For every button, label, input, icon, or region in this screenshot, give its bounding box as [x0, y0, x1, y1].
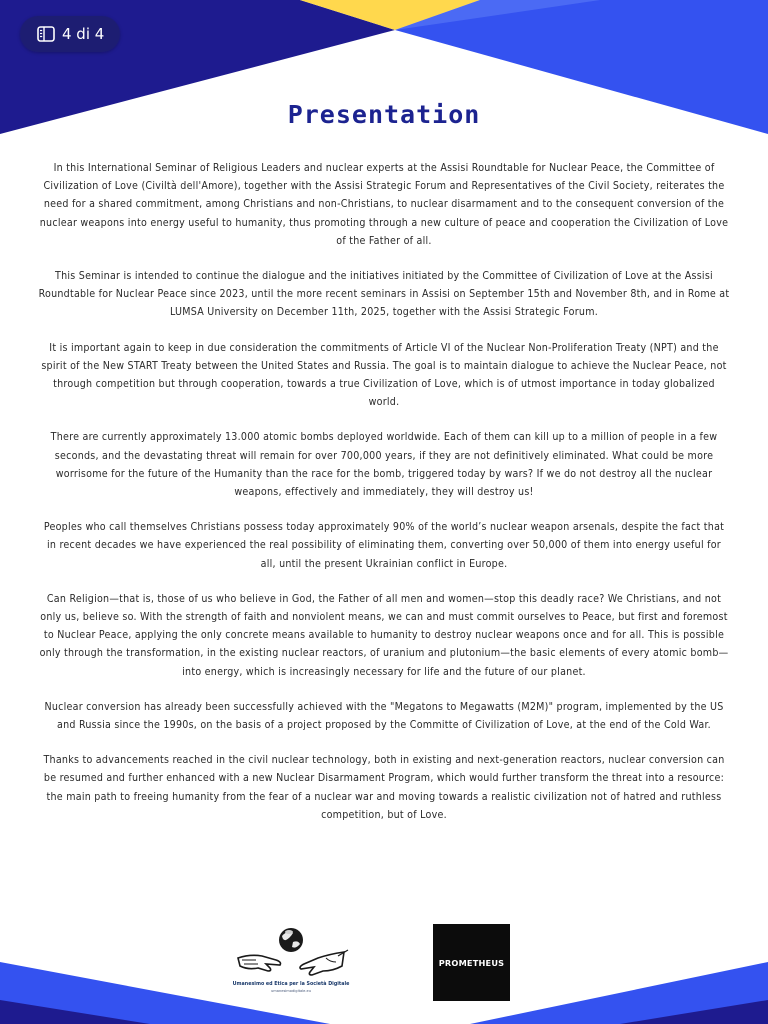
umanesimo-logo-url: umanesimodigitale.eu — [270, 989, 312, 993]
paragraph-1: In this International Seminar of Religious Leaders and nuclear experts at the Assisi Roundtable for Nuclear Peace, the Committee of Civilization of Love (Civiltà dell'Amore), together with the Assisi Strategic Forum and Representatives of the Civil Society, reiterates the need for a shared commitment, among Christians and non-Christians, to nuclear disarmament and to the consequent conversion of the nuclear weapons into energy useful to humanity, thus promoting through a new culture of peace and cooperation the Civilization of Love of the Father of all. — [39, 162, 729, 247]
paragraph-6: Can Religion—that is, those of us who believe in God, the Father of all men and women—stop this deadly race? We Christians, and not only us, believe so. With the strength of faith and nonviolent means, we can and must commit ourselves to Peace, but first and foremost to Nuclear Peace, applying the only concrete means available to humanity to destroy nuclear weapons once and for all. This is possible only through the transformation, in the existing nuclear reactors, of uranium and plutonium—the basic elements of every atomic bomb—into energy, which is increasingly necessary for life and the future of our planet. — [39, 592, 729, 678]
page-title: Presentation — [287, 100, 481, 129]
paragraph-5: Peoples who call themselves Christians possess today approximately 90% of the world’s nuclear weapon arsenals, despite the fact that in recent decades we have experienced the real possibility of eliminating them, converting over 50,000 of them into energy useful for all, until the present Ukrainian conflict in Europe. — [43, 521, 725, 570]
paragraph-8: Thanks to advancements reached in the civil nuclear technology, both in existing and next-generation reactors, nuclear conversion can be resumed and further enhanced with a new Nuclear Disarmament Program, which would further transform the threat into a resource: the main path to freeing humanity from the fear of a nuclear war and moving towards a realistic civilization not of hatred and ruthless competition, but of Love. — [43, 754, 725, 821]
umanesimo-logo — [230, 920, 352, 1010]
document-body — [38, 159, 730, 841]
umanesimo-logo-caption: Umanesimo ed Etica per la Società Digitale — [232, 982, 350, 987]
prometheus-logo — [433, 924, 510, 1001]
paragraph-4: There are currently approximately 13.000 atomic bombs deployed worldwide. Each of them can kill up to a million of people in a few seconds, and the devastating threat will remain for over 700,000 years, if they are not definitively eliminated. What could be more worrisome for the future of the Humanity than the race for the bomb, triggered today by wars? If we do not destroy all the nuclear weapons, effectively and immediately, they will destroy us! — [50, 431, 718, 499]
paragraph-3: It is important again to keep in due consideration the commitments of Article VI of the Nuclear Non-Proliferation Treaty (NPT) and the spirit of the New START Treaty between the United States and Russia. The goal is to maintain dialogue to achieve the Nuclear Peace, not through competition but through cooperation, towards a true Civilization of Love, which is of utmost importance in today globalized world. — [41, 341, 727, 409]
prometheus-logo-text: PROMETHEUS — [438, 957, 505, 968]
page-indicator-badge[interactable] — [20, 16, 120, 52]
paragraph-2: This Seminar is intended to continue the dialogue and the initiatives initiated by the Committee of Civilization of Love at the Assisi Roundtable for Nuclear Peace since 2023, until the more recent seminars in Assisi on September 15th and November 8th, and in Rome at LUMSA University on December 11th, 2025, together with the Assisi Strategic Forum. — [38, 270, 730, 319]
paragraph-7: Nuclear conversion has already been successfully achieved with the "Megatons to Megawatts (M2M)" program, implemented by the US and Russia since the 1990s, on the basis of a project proposed by the Committe of Civilization of Love, at the end of the Cold War. — [44, 700, 724, 732]
page-indicator-text: 4 di 4 — [62, 25, 105, 43]
panel-pages-icon — [37, 26, 55, 42]
